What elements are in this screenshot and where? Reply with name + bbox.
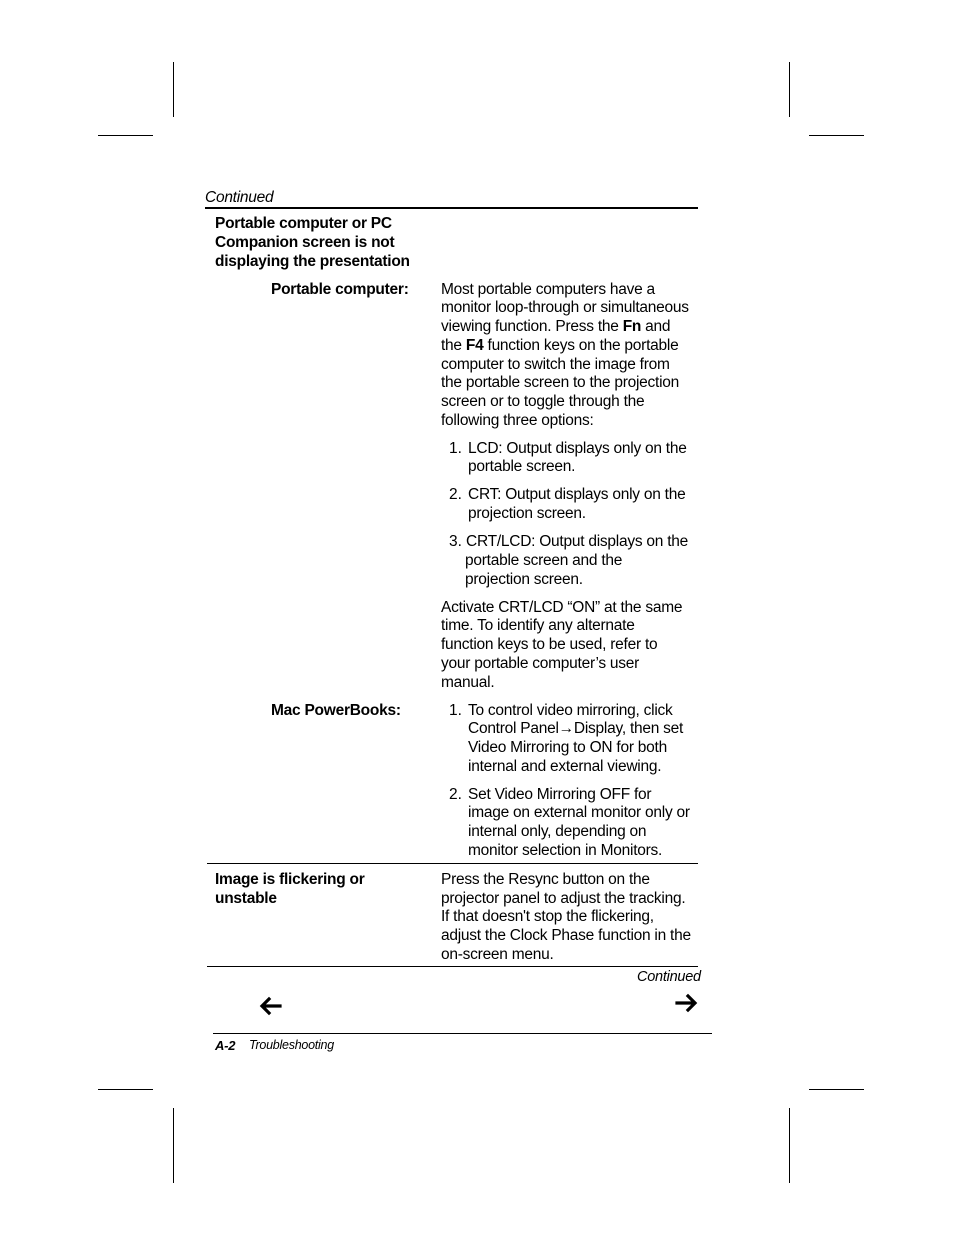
arrow-right-icon[interactable] (675, 993, 699, 1013)
crop-mark (809, 1089, 864, 1090)
table-bottom-rule (207, 966, 698, 967)
list-number: 2. (449, 786, 462, 803)
row-divider (207, 863, 698, 864)
arrow-right-icon: → (558, 720, 574, 737)
list-number: 1. (449, 440, 462, 457)
crop-mark (98, 1089, 153, 1090)
list-item: CRT: Output displays only on the (468, 486, 686, 503)
crop-mark (173, 62, 174, 117)
crop-mark (98, 135, 153, 136)
list-number: 1. (449, 702, 462, 719)
footer-rule (213, 1033, 712, 1034)
list-number: 3. (449, 533, 462, 550)
table-top-rule (205, 207, 698, 209)
list-number: 2. (449, 486, 462, 503)
crop-mark (173, 1108, 174, 1183)
arrow-left-icon[interactable] (258, 996, 282, 1016)
section-name: Troubleshooting (249, 1038, 334, 1052)
list-item: To control video mirroring, click (468, 702, 673, 719)
fn-key: Fn (622, 318, 642, 335)
page-number: A-2 (215, 1038, 236, 1053)
list-item: CRT/LCD: Output displays on the (466, 533, 688, 550)
crop-mark (809, 135, 864, 136)
f4-key: F4 (465, 337, 484, 354)
list-item: LCD: Output displays only on the (468, 440, 687, 457)
crop-mark (789, 1108, 790, 1183)
mac-powerbooks-label: Mac PowerBooks: (271, 702, 401, 719)
continued-footer: Continued (637, 969, 701, 985)
portable-computer-label: Portable computer: (271, 281, 409, 298)
list-item: Set Video Mirroring OFF for (468, 786, 652, 803)
crop-mark (789, 62, 790, 117)
continued-header: Continued (205, 189, 274, 206)
